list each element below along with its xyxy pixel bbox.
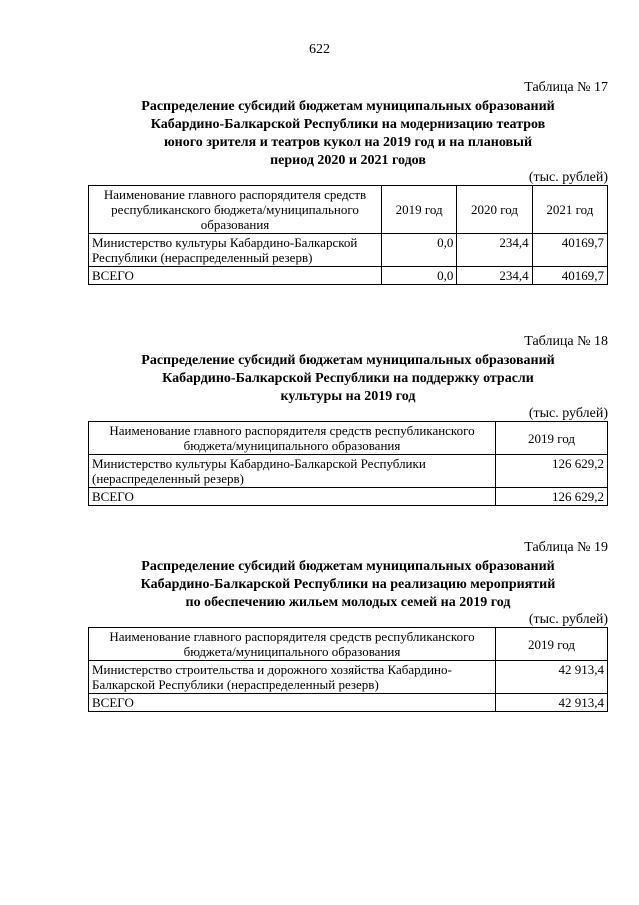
table-header-row [89, 186, 608, 234]
table-17 [88, 185, 608, 285]
header-year: 2019 год [496, 422, 608, 455]
table-number: Таблица № 17 [524, 80, 608, 95]
table-total-row [89, 488, 608, 506]
header-year: 2019 год [496, 628, 608, 661]
unit-label: (тыс. рублей) [528, 612, 608, 627]
unit-label: (тыс. рублей) [528, 170, 608, 185]
table-18 [88, 421, 608, 506]
table-18-section [88, 334, 608, 506]
table-17-section [88, 80, 608, 285]
row-name: ВСЕГО [89, 694, 496, 712]
table-title: Распределение субсидий бюджетам муниципальных образований Кабардино-Балкарской Республики на поддержку отрасли культуры на 2019 год [141, 353, 555, 404]
table-title: Распределение субсидий бюджетам муниципальных образований Кабардино-Балкарской Республики на реализацию мероприятий по обеспечению жильем молодых семей на 2019 год [140, 559, 556, 610]
row-value: 234,4 [457, 234, 532, 267]
row-value: 126 629,2 [496, 488, 608, 506]
table-row [89, 455, 608, 488]
header-name: Наименование главного распорядителя средств республиканского бюджета/муниципального образования [89, 186, 382, 234]
row-name: ВСЕГО [89, 488, 496, 506]
row-name: Министерство строительства и дорожного хозяйства Кабардино-Балкарской Республики (нераспределенный резерв) [89, 661, 496, 694]
header-year: 2019 год [382, 186, 457, 234]
row-value: 126 629,2 [496, 455, 608, 488]
row-name: Министерство культуры Кабардино-Балкарской Республики (нераспределенный резерв) [89, 455, 496, 488]
row-value: 40169,7 [532, 267, 607, 285]
row-value: 0,0 [382, 234, 457, 267]
table-row [89, 234, 608, 267]
row-value: 42 913,4 [496, 694, 608, 712]
row-name: Министерство культуры Кабардино-Балкарской Республики (нераспределенный резерв) [89, 234, 382, 267]
table-total-row [89, 267, 608, 285]
header-name: Наименование главного распорядителя средств республиканского бюджета/муниципального образования [89, 422, 496, 455]
row-name: ВСЕГО [89, 267, 382, 285]
header-year: 2021 год [532, 186, 607, 234]
row-value: 0,0 [382, 267, 457, 285]
row-value: 40169,7 [532, 234, 607, 267]
unit-label: (тыс. рублей) [528, 406, 608, 421]
table-19-section [88, 540, 608, 712]
table-header-row [89, 628, 608, 661]
row-value: 234,4 [457, 267, 532, 285]
table-title: Распределение субсидий бюджетам муниципальных образований Кабардино-Балкарской Республики на модернизацию театров юного зрителя и театров кукол на 2019 год и на плановый период 2020 и 2021 годов [141, 99, 555, 168]
page-number: 622 [309, 42, 330, 57]
row-value: 42 913,4 [496, 661, 608, 694]
table-19 [88, 627, 608, 712]
table-total-row [89, 694, 608, 712]
table-number: Таблица № 19 [524, 540, 608, 555]
table-header-row [89, 422, 608, 455]
header-name: Наименование главного распорядителя средств республиканского бюджета/муниципального образования [89, 628, 496, 661]
header-year: 2020 год [457, 186, 532, 234]
table-row [89, 661, 608, 694]
table-number: Таблица № 18 [524, 334, 608, 349]
